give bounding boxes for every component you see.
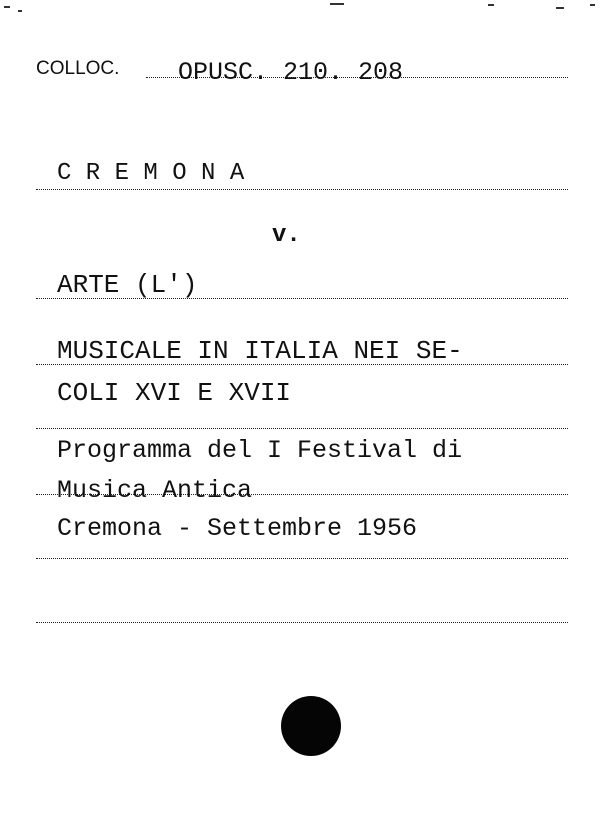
scan-speck [488, 4, 494, 6]
scan-speck [4, 6, 10, 8]
colloc-value: OPUSC. 210. 208 [178, 58, 404, 87]
title-line-1: ARTE (L') [57, 270, 198, 300]
scan-speck [330, 3, 344, 5]
punch-hole [281, 696, 341, 756]
heading-city: C R E M O N A [57, 160, 245, 187]
scan-speck [556, 7, 564, 9]
description-line-1: Programma del I Festival di [57, 436, 463, 465]
description-line-2: Musica Antica [57, 476, 253, 505]
title-dotted-line-1 [36, 298, 568, 299]
title-line-2: MUSICALE IN ITALIA NEI SE- [57, 336, 463, 366]
title-dotted-line-3 [36, 428, 568, 429]
heading-dotted-line [36, 189, 568, 190]
title-line-3: COLI XVI E XVII [57, 378, 292, 408]
colloc-label: COLLOC. [36, 58, 120, 79]
scan-speck [590, 4, 595, 6]
description-dotted-line-2 [36, 558, 568, 559]
separator-v: v. [272, 222, 301, 249]
title-dotted-line-2 [36, 364, 568, 365]
description-line-3: Cremona - Settembre 1956 [57, 514, 418, 543]
empty-dotted-line [36, 622, 568, 623]
scan-speck [18, 10, 22, 12]
